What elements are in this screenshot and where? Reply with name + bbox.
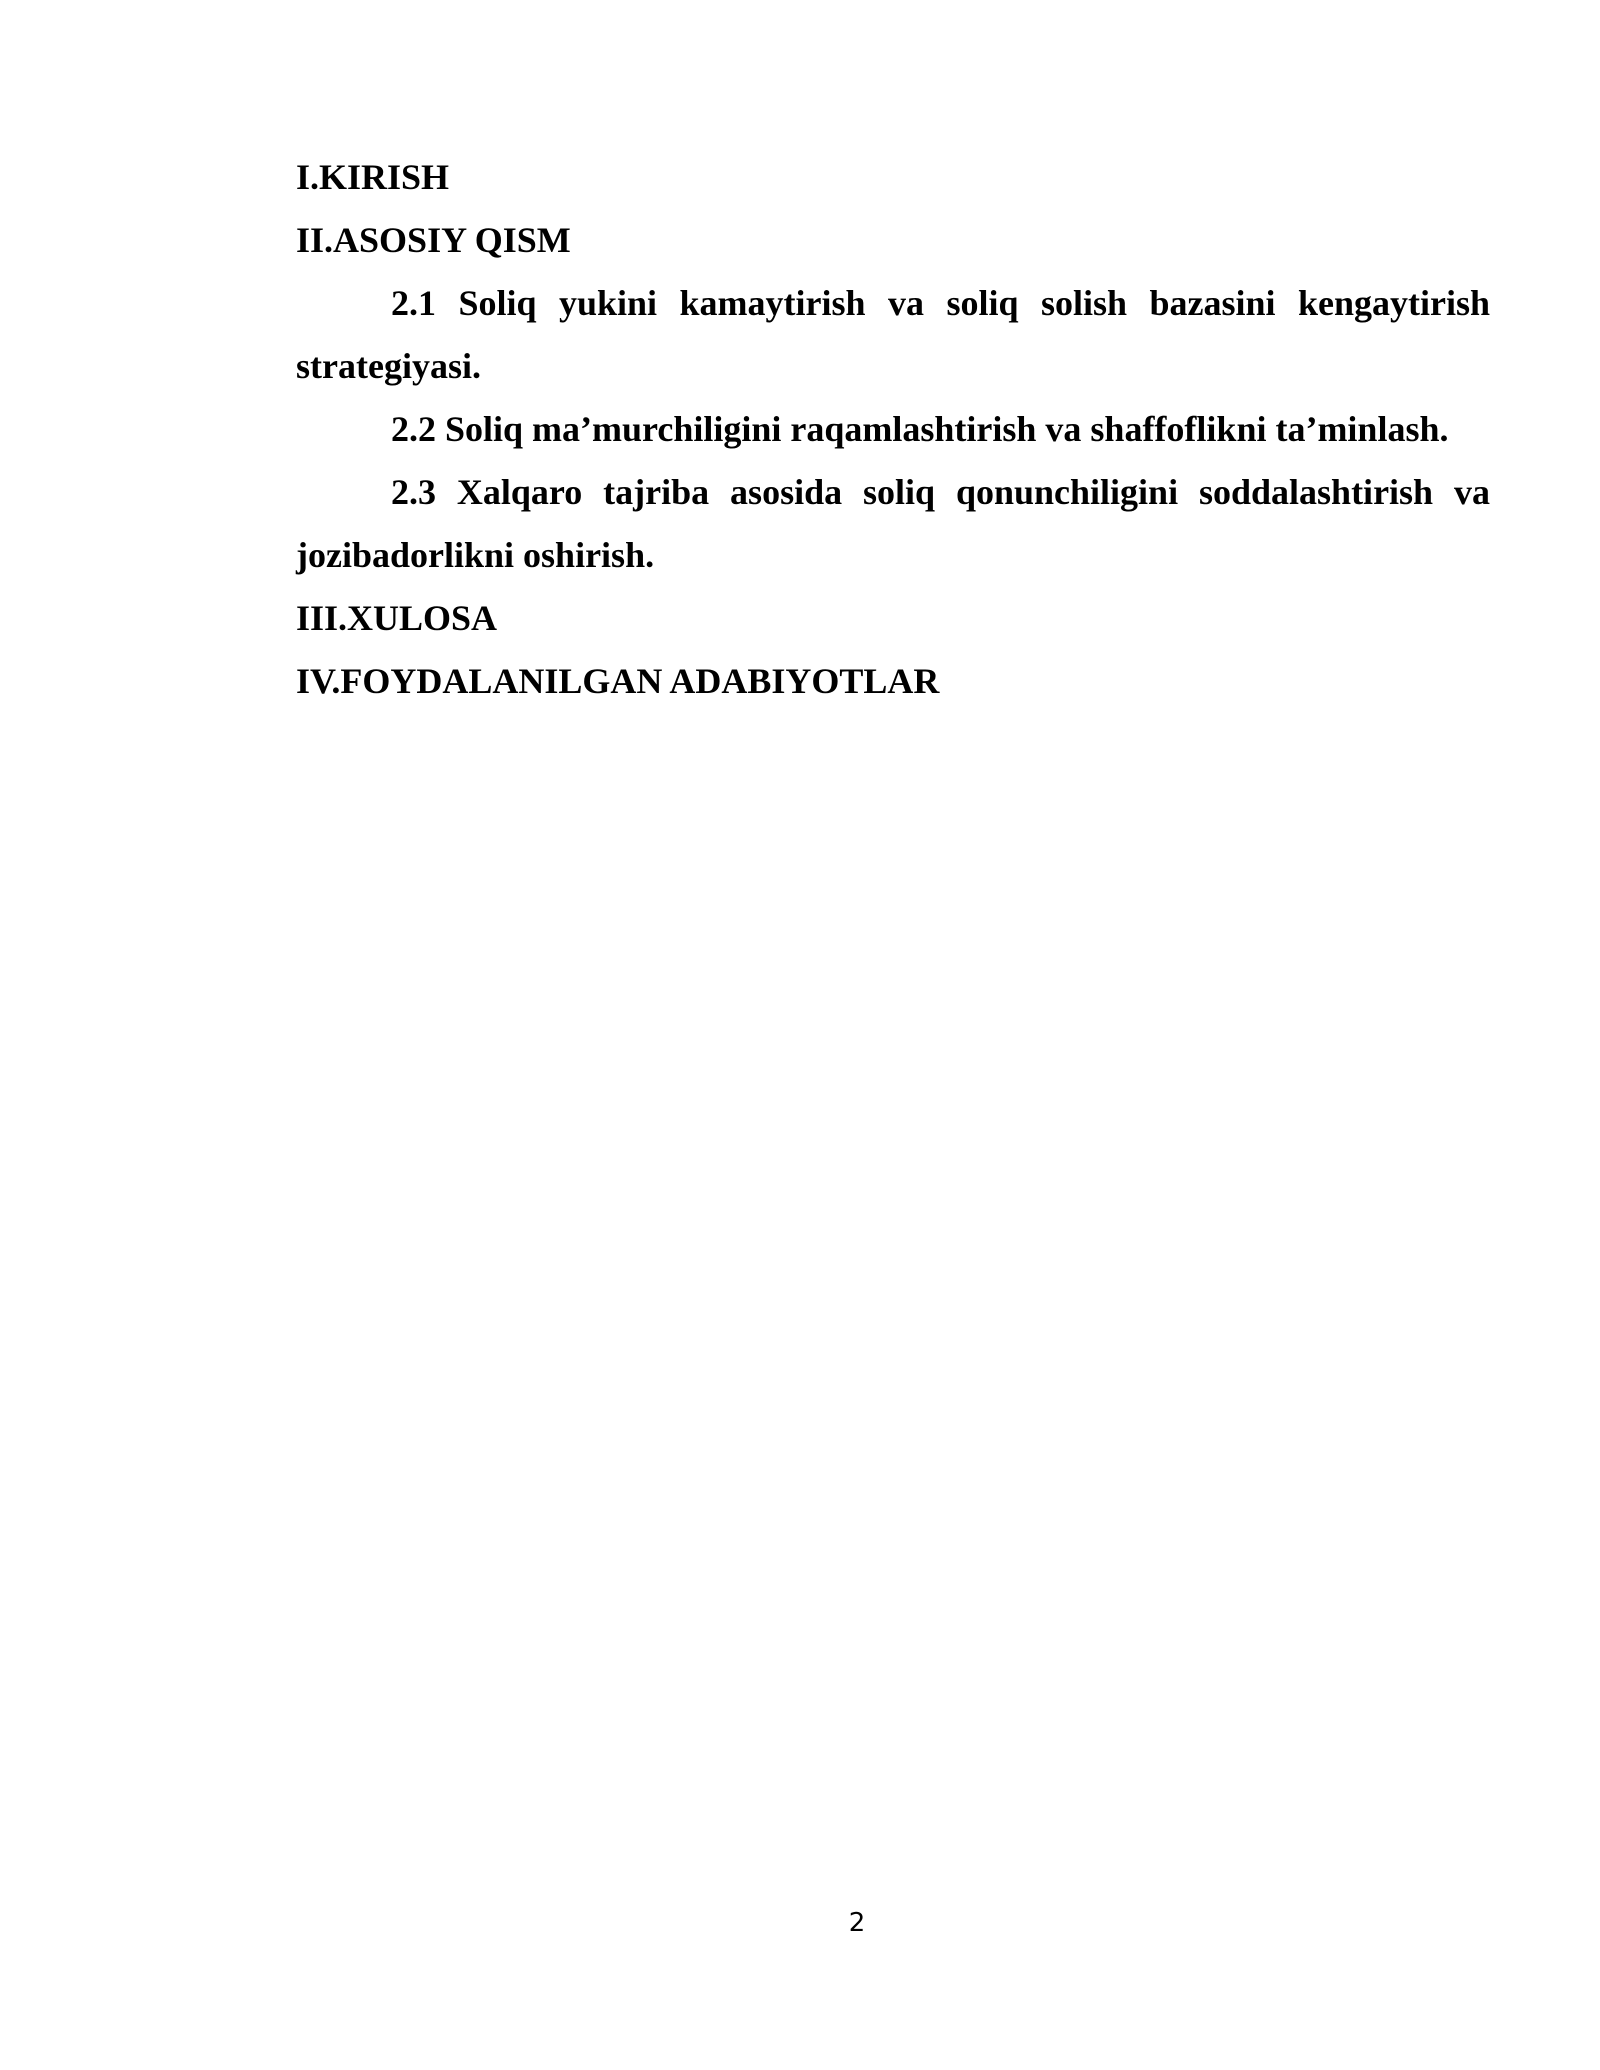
toc-item-main-part: II.ASOSIY QISM <box>296 220 571 260</box>
toc-item-section-2-3: 2.3 Xalqaro tajriba asosida soliq qonunchiligini soddalashtirish va jozibadorlikni oshirish. <box>296 472 1490 575</box>
toc-item-conclusion: III.XULOSA <box>296 598 498 638</box>
page-number: 2 <box>848 1908 866 1938</box>
toc-item-section-2-2: 2.2 Soliq ma’murchiligini raqamlashtirish va shaffoflikni ta’minlash. <box>391 409 1449 449</box>
toc-item-intro: I.KIRISH <box>296 157 450 197</box>
toc-item-references: IV.FOYDALANILGAN ADABIYOTLAR <box>296 661 940 701</box>
toc-item-section-2-1: 2.1 Soliq yukini kamaytirish va soliq solish bazasini kengaytirish strategiyasi. <box>296 283 1490 386</box>
table-of-contents <box>296 146 1490 713</box>
